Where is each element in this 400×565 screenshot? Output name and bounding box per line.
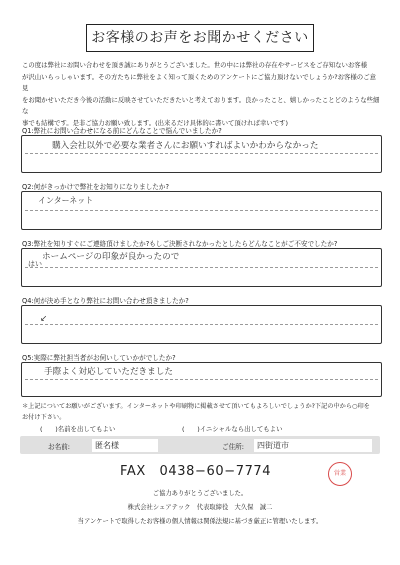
fax-number: FAX 0438−60−7774 xyxy=(120,464,272,479)
answer-box-1[interactable] xyxy=(21,135,382,173)
option-name-ok[interactable]: ( )名前を出してもよい xyxy=(40,425,116,433)
answer-box-3[interactable] xyxy=(21,248,382,287)
answer-3: ホームページの印象が良かったので xyxy=(42,252,180,262)
answer-4: ↙ xyxy=(40,314,48,324)
question-1-label: Q1:弊社にお問い合わせになる前にどんなことで悩んでいましたか? xyxy=(22,127,222,135)
address-value: 四街道市 xyxy=(257,441,289,450)
thanks-text: ご協力ありがとうございました。 xyxy=(152,490,248,497)
intro-line: 事でも結構です。是非ご協力お願い致します。(出来るだけ具体的に書いて頂ければ幸いです) xyxy=(22,118,288,127)
publish-notice xyxy=(22,401,382,423)
answer-box-5[interactable] xyxy=(21,362,382,397)
answer-box-4[interactable] xyxy=(21,305,382,344)
answer-3-prefix: はい xyxy=(28,260,42,268)
intro-line: をお聞かせいただき今後の活動に反映させていただきたいと考えております。良かったこと、嬉しかったことどのような些細な xyxy=(22,95,380,116)
question-3-label: Q3:弊社を知りすぐにご連絡頂けましたか?もしご決断されなかったとしたらどんなことがご不安でしたか? xyxy=(22,240,338,248)
question-4-label: Q4:何が決め手となり弊社にお問い合わせ頂きましたか? xyxy=(22,297,189,305)
question-2-label: Q2:何がきっかけで弊社をお知りになりましたか? xyxy=(22,183,169,191)
address-field[interactable] xyxy=(254,439,372,452)
notice-line: お付け下さい。 xyxy=(22,414,66,421)
name-field[interactable] xyxy=(92,439,158,452)
answer-2: インターネット xyxy=(38,196,94,205)
intro-text xyxy=(22,60,382,130)
notice-line: ＊上記についてお願いがございます。インターネットや印刷物に掲載させて頂いてもよろしいでしょうか?下記の中から○印を xyxy=(22,403,370,410)
intro-line: が沢山いらっしゃいます。その方たちに弊社をよく知って頂くためのアンケートにご協力頂けないでしょうか?お客様のご意見 xyxy=(22,72,376,93)
question-5-label: Q5:実際に弊社担当者がお伺いしていかがでしたか? xyxy=(22,354,176,362)
page-title: お客様のお声をお聞かせください xyxy=(86,24,314,52)
option-initial-ok[interactable]: ( )イニシャルなら出してもよい xyxy=(182,425,283,433)
answer-box-2[interactable] xyxy=(21,191,382,230)
name-label: お名前: xyxy=(48,443,71,451)
answer-1: 購入会社以外で必要な業者さんにお願いすればよいかわからなかった xyxy=(52,141,319,151)
intro-line: この度は弊社にお問い合わせを頂き誠にありがとうございました。世の中には弊社の存在やサービスをご存知ないお客様 xyxy=(22,61,368,69)
name-value: 匿名様 xyxy=(95,441,119,450)
seal-stamp: 営業 xyxy=(328,462,352,486)
company-text: 株式会社シェアテック 代表取締役 大久保 誠二 xyxy=(127,504,273,511)
answer-5: 手際よく対応していただきました xyxy=(44,367,173,377)
privacy-text: 当アンケートで取得したお客様の個人情報は関係法規に基づき厳正に管理いたします。 xyxy=(77,518,323,525)
address-label: ご住所: xyxy=(222,443,245,451)
